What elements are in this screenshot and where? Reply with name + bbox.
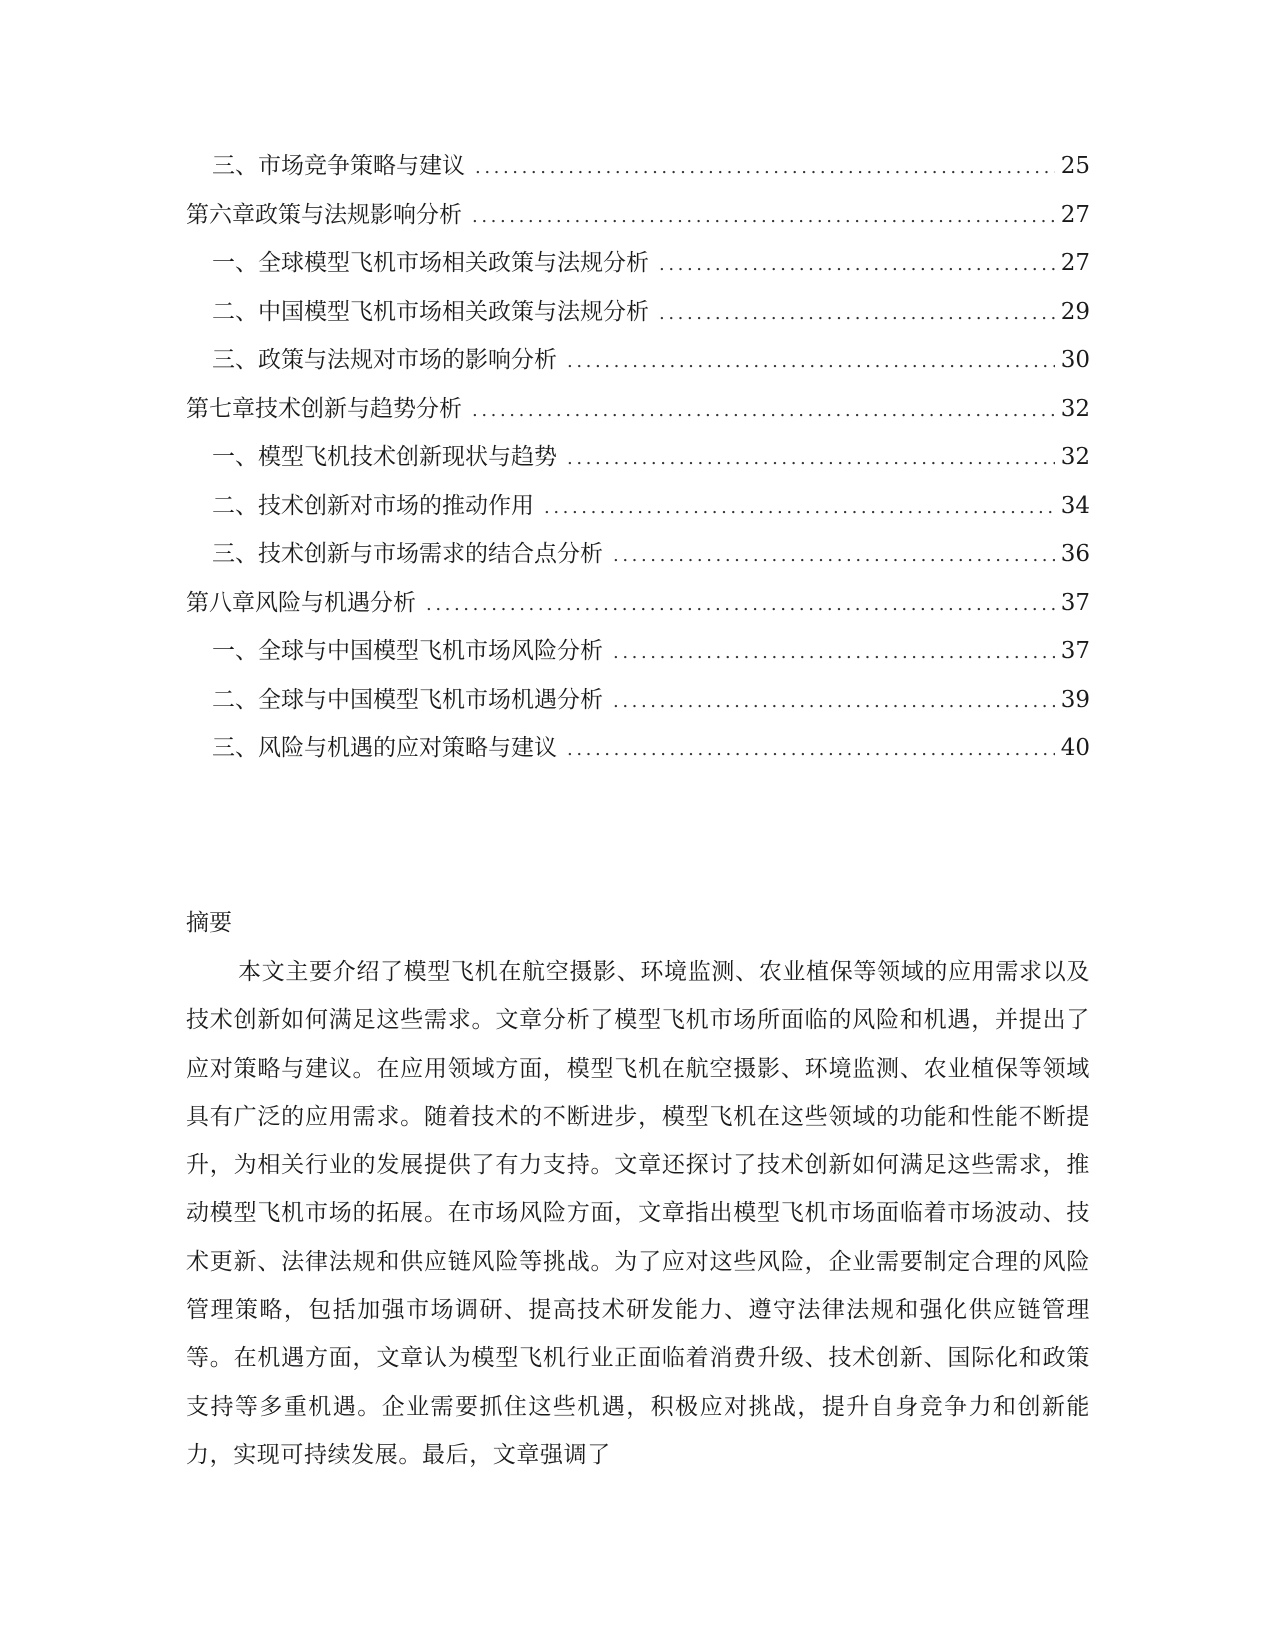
table-of-contents: [186, 142, 1090, 773]
toc-dot-leader: [567, 338, 1055, 387]
toc-page-number: 32: [1060, 395, 1090, 422]
toc-page-number: 37: [1060, 589, 1090, 616]
toc-dot-leader: [426, 581, 1055, 630]
toc-page-number: 27: [1060, 250, 1090, 276]
toc-dot-leader: [613, 678, 1055, 727]
toc-page-number: 32: [1060, 444, 1090, 470]
toc-entry-number: 第七章: [186, 395, 255, 422]
toc-section-entry[interactable]: [186, 482, 1090, 531]
toc-chapter-entry[interactable]: [186, 385, 1090, 434]
toc-page-number: 25: [1060, 153, 1090, 179]
toc-entry-title: 模型飞机技术创新现状与趋势: [258, 444, 557, 470]
abstract-heading: 摘要: [186, 910, 232, 936]
toc-entry-number: 三、: [212, 347, 258, 373]
toc-entry-number: 一、: [212, 250, 258, 276]
toc-chapter-entry[interactable]: [186, 579, 1090, 628]
toc-entry-number: 第八章: [186, 589, 255, 616]
toc-entry-number: 三、: [212, 735, 258, 761]
toc-section-entry[interactable]: [186, 676, 1090, 725]
toc-dot-leader: [613, 532, 1055, 581]
toc-entry-number: 三、: [212, 153, 258, 179]
toc-entry-number: 三、: [212, 541, 258, 567]
toc-entry-title: 中国模型飞机市场相关政策与法规分析: [258, 298, 649, 325]
toc-chapter-entry[interactable]: [186, 191, 1090, 240]
toc-entry-title: 市场竞争策略与建议: [258, 153, 465, 179]
toc-entry-title: 全球与中国模型飞机市场风险分析: [258, 638, 603, 664]
toc-dot-leader: [475, 144, 1055, 193]
abstract-body: 本文主要介绍了模型飞机在航空摄影、环境监测、农业植保等领域的应用需求以及技术创新如何满足这些需求。文章分析了模型飞机市场所面临的风险和机遇，并提出了应对策略与建议。在应用领域方面，模型飞机在航空摄影、环境监测、农业植保等领域具有广泛的应用需求。随着技术的不断进步，模型飞机在这些领域的功能和性能不断提升，为相关行业的发展提供了有力支持。文章还探讨了技术创新如何满足这些需求，推动模型飞机市场的拓展。在市场风险方面，文章指出模型飞机市场面临着市场波动、技术更新、法律法规和供应链风险等挑战。为了应对这些风险，企业需要制定合理的风险管理策略，包括加强市场调研、提高技术研发能力、遵守法律法规和强化供应链管理等。在机遇方面，文章认为模型飞机行业正面临着消费升级、技术创新、国际化和政策支持等多重机遇。企业需要抓住这些机遇，积极应对挑战，提升自身竞争力和创新能力，实现可持续发展。最后，文章强调了: [186, 959, 1090, 1468]
toc-dot-leader: [659, 290, 1055, 339]
toc-dot-leader: [472, 193, 1055, 242]
toc-entry-title: 技术创新与趋势分析: [255, 395, 462, 422]
toc-page-number: 39: [1060, 686, 1090, 713]
toc-page-number: 29: [1060, 298, 1090, 325]
toc-entry-title: 风险与机遇的应对策略与建议: [258, 735, 557, 761]
toc-section-entry[interactable]: [186, 530, 1090, 579]
toc-dot-leader: [567, 435, 1055, 484]
toc-entry-number: 第六章: [186, 201, 255, 228]
toc-entry-number: 二、: [212, 298, 258, 325]
toc-entry-title: 政策与法规影响分析: [255, 201, 462, 228]
toc-entry-title: 全球模型飞机市场相关政策与法规分析: [258, 250, 649, 276]
toc-entry-number: 一、: [212, 638, 258, 664]
toc-entry-title: 技术创新对市场的推动作用: [258, 492, 534, 519]
toc-dot-leader: [472, 387, 1055, 436]
toc-dot-leader: [613, 629, 1055, 678]
toc-section-entry[interactable]: [186, 288, 1090, 337]
toc-section-entry[interactable]: [186, 627, 1090, 676]
toc-section-entry[interactable]: [186, 724, 1090, 773]
toc-entry-title: 风险与机遇分析: [255, 589, 416, 616]
toc-page-number: 37: [1060, 638, 1090, 664]
toc-dot-leader: [567, 726, 1055, 775]
toc-page-number: 27: [1060, 201, 1090, 228]
toc-page-number: 40: [1060, 735, 1090, 761]
toc-entry-number: 二、: [212, 686, 258, 713]
toc-entry-number: 二、: [212, 492, 258, 519]
toc-section-entry[interactable]: [186, 433, 1090, 482]
toc-section-entry[interactable]: [186, 239, 1090, 288]
toc-page-number: 36: [1060, 541, 1090, 567]
toc-entry-title: 全球与中国模型飞机市场机遇分析: [258, 686, 603, 713]
toc-entry-number: 一、: [212, 444, 258, 470]
toc-page-number: 34: [1060, 492, 1090, 519]
toc-dot-leader: [544, 484, 1055, 533]
toc-entry-title: 技术创新与市场需求的结合点分析: [258, 541, 603, 567]
toc-page-number: 30: [1060, 347, 1090, 373]
toc-section-entry[interactable]: [186, 142, 1090, 191]
toc-dot-leader: [659, 241, 1055, 290]
toc-section-entry[interactable]: [186, 336, 1090, 385]
toc-entry-title: 政策与法规对市场的影响分析: [258, 347, 557, 373]
